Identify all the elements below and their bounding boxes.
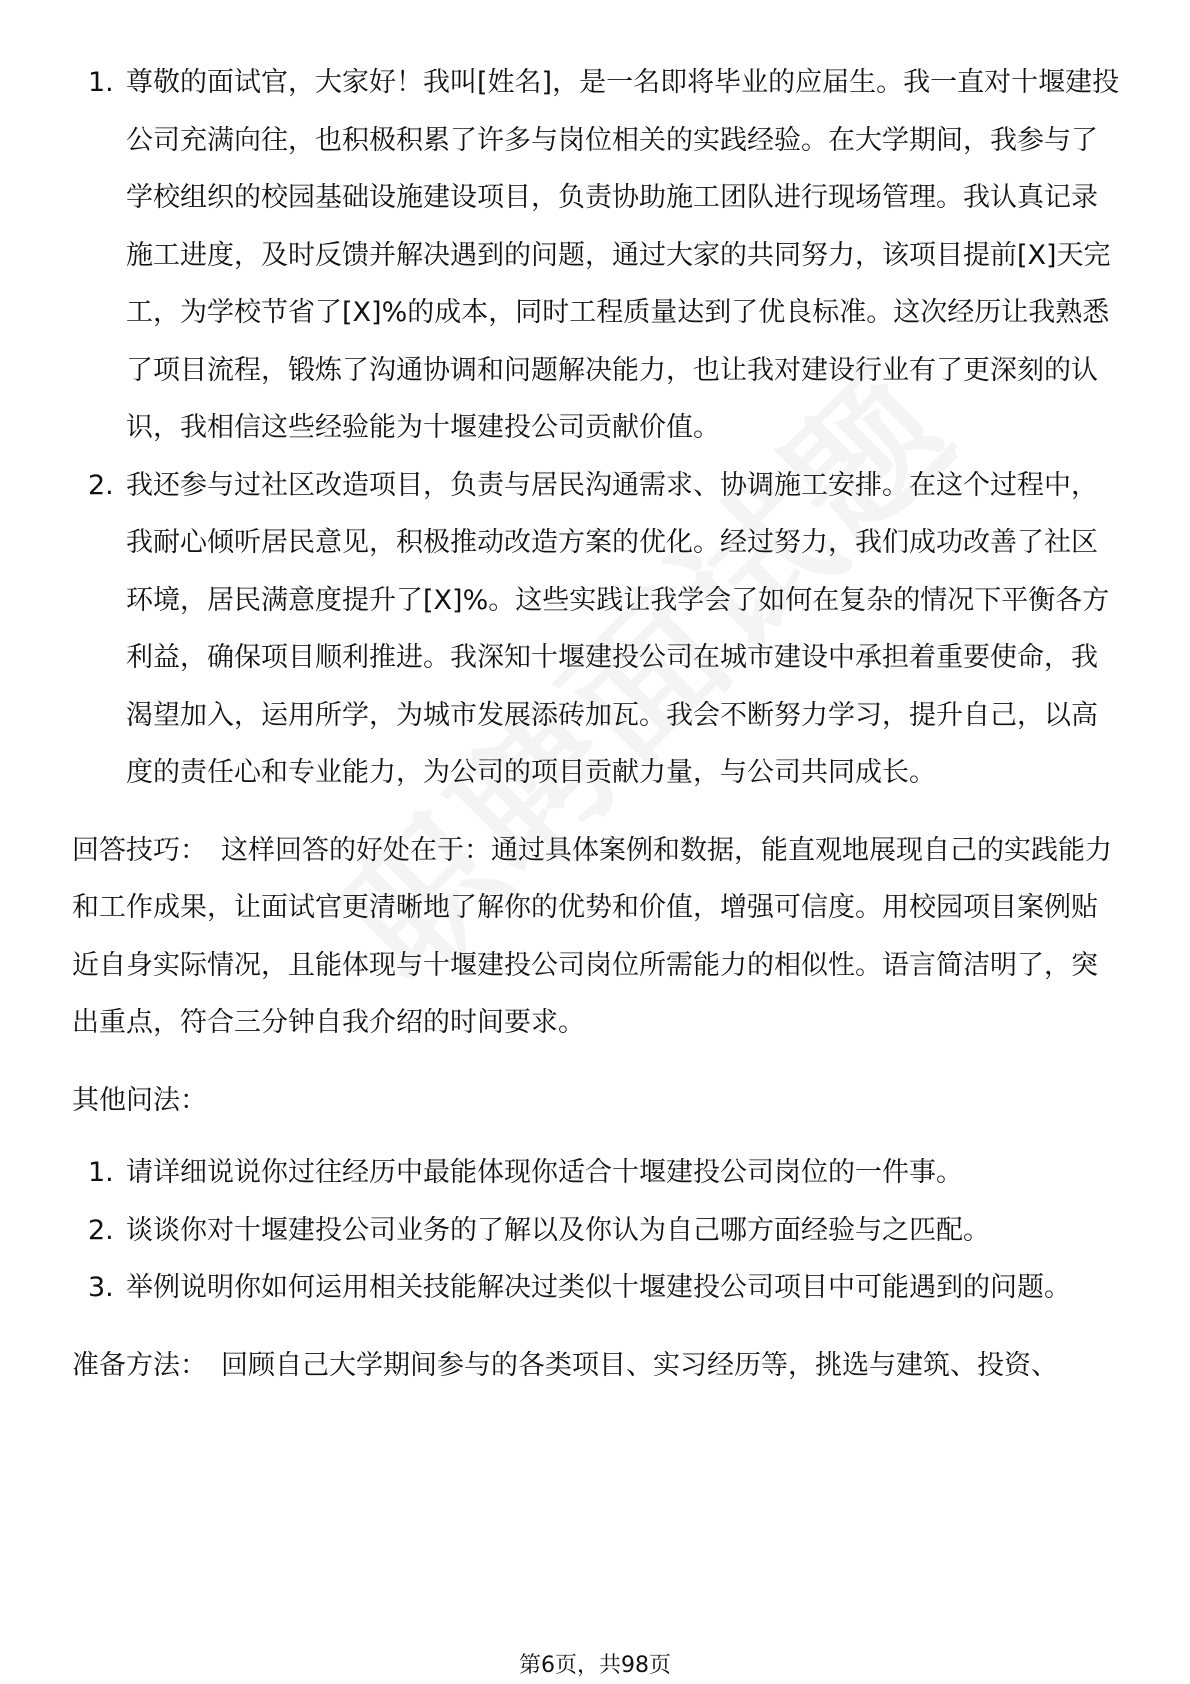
answer-item-2 — [72, 457, 1122, 802]
list-number: 1. — [88, 1157, 114, 1188]
question-item-2 — [72, 1202, 1122, 1260]
page-content — [72, 54, 1122, 1394]
page-footer: 第6页，共98页 — [519, 1653, 671, 1678]
question-text: 谈谈你对十堰建投公司业务的了解以及你认为自己哪方面经验与之匹配。 — [126, 1214, 990, 1246]
list-number: 2. — [88, 1214, 114, 1246]
question-item-3 — [72, 1259, 1122, 1317]
answer-text: 尊敬的面试官，大家好！我叫[姓名]，是一名即将毕业的应届生。我一直对十堰建投公司充满向往，也积极积累了许多与岗位相关的实践经验。在大学期间，我参与了学校组织的校园基础设施建设项目，负责协助施工团队进行现场管理。我认真记录施工进度，及时反馈并解决遇到的问题，通过大家的共同努力，该项目提前[X]天完工，为学校节省了[X]%的成本，同时工程质量达到了优良标准。这次经历让我熟悉了项目流程，锻炼了沟通协调和问题解决能力，也让我对建设行业有了更深刻的认识，我相信这些经验能为十堰建投公司贡献价值。 — [126, 67, 1120, 443]
prep-text: 回顾自己大学期间参与的各类项目、实习经历等，挑选与建筑、投资、 — [221, 1349, 1058, 1381]
tips-text: 这样回答的好处在于：通过具体案例和数据，能直观地展现自己的实践能力和工作成果，让面试官更清晰地了解你的优势和价值，增强可信度。用校园项目案例贴近自身实际情况，且能体现与十堰建投公司岗位所需能力的相似性。语言简洁明了，突出重点，符合三分钟自我介绍的时间要求。 — [72, 834, 1112, 1038]
prep-paragraph — [72, 1337, 1122, 1395]
tips-paragraph — [72, 822, 1122, 1052]
question-text: 请详细说说你过往经历中最能体现你适合十堰建投公司岗位的一件事。 — [126, 1157, 963, 1188]
other-questions-heading: 其他问法： — [72, 1084, 207, 1116]
question-text: 举例说明你如何运用相关技能解决过类似十堰建投公司项目中可能遇到的问题。 — [126, 1272, 1071, 1303]
other-questions-list — [72, 1144, 1122, 1317]
tips-label: 回答技巧： — [72, 834, 207, 866]
answer-item-1 — [72, 54, 1122, 457]
answer-list — [72, 54, 1122, 802]
answer-text: 我还参与过社区改造项目，负责与居民沟通需求、协调施工安排。在这个过程中，我耐心倾听居民意见，积极推动改造方案的优化。经过努力，我们成功改善了社区环境，居民满意度提升了[X]%。这些实践让我学会了如何在复杂的情况下平衡各方利益，确保项目顺利推进。我深知十堰建投公司在城市建设中承担着重要使命，我渴望加入，运用所学，为城市发展添砖加瓦。我会不断努力学习，提升自己，以高度的责任心和专业能力，为公司的项目贡献力量，与公司共同成长。 — [126, 469, 1110, 788]
list-number: 3. — [88, 1272, 114, 1303]
prep-label: 准备方法： — [72, 1349, 207, 1381]
list-number: 1. — [88, 67, 114, 98]
question-item-1 — [72, 1144, 1122, 1202]
list-number: 2. — [88, 469, 114, 501]
